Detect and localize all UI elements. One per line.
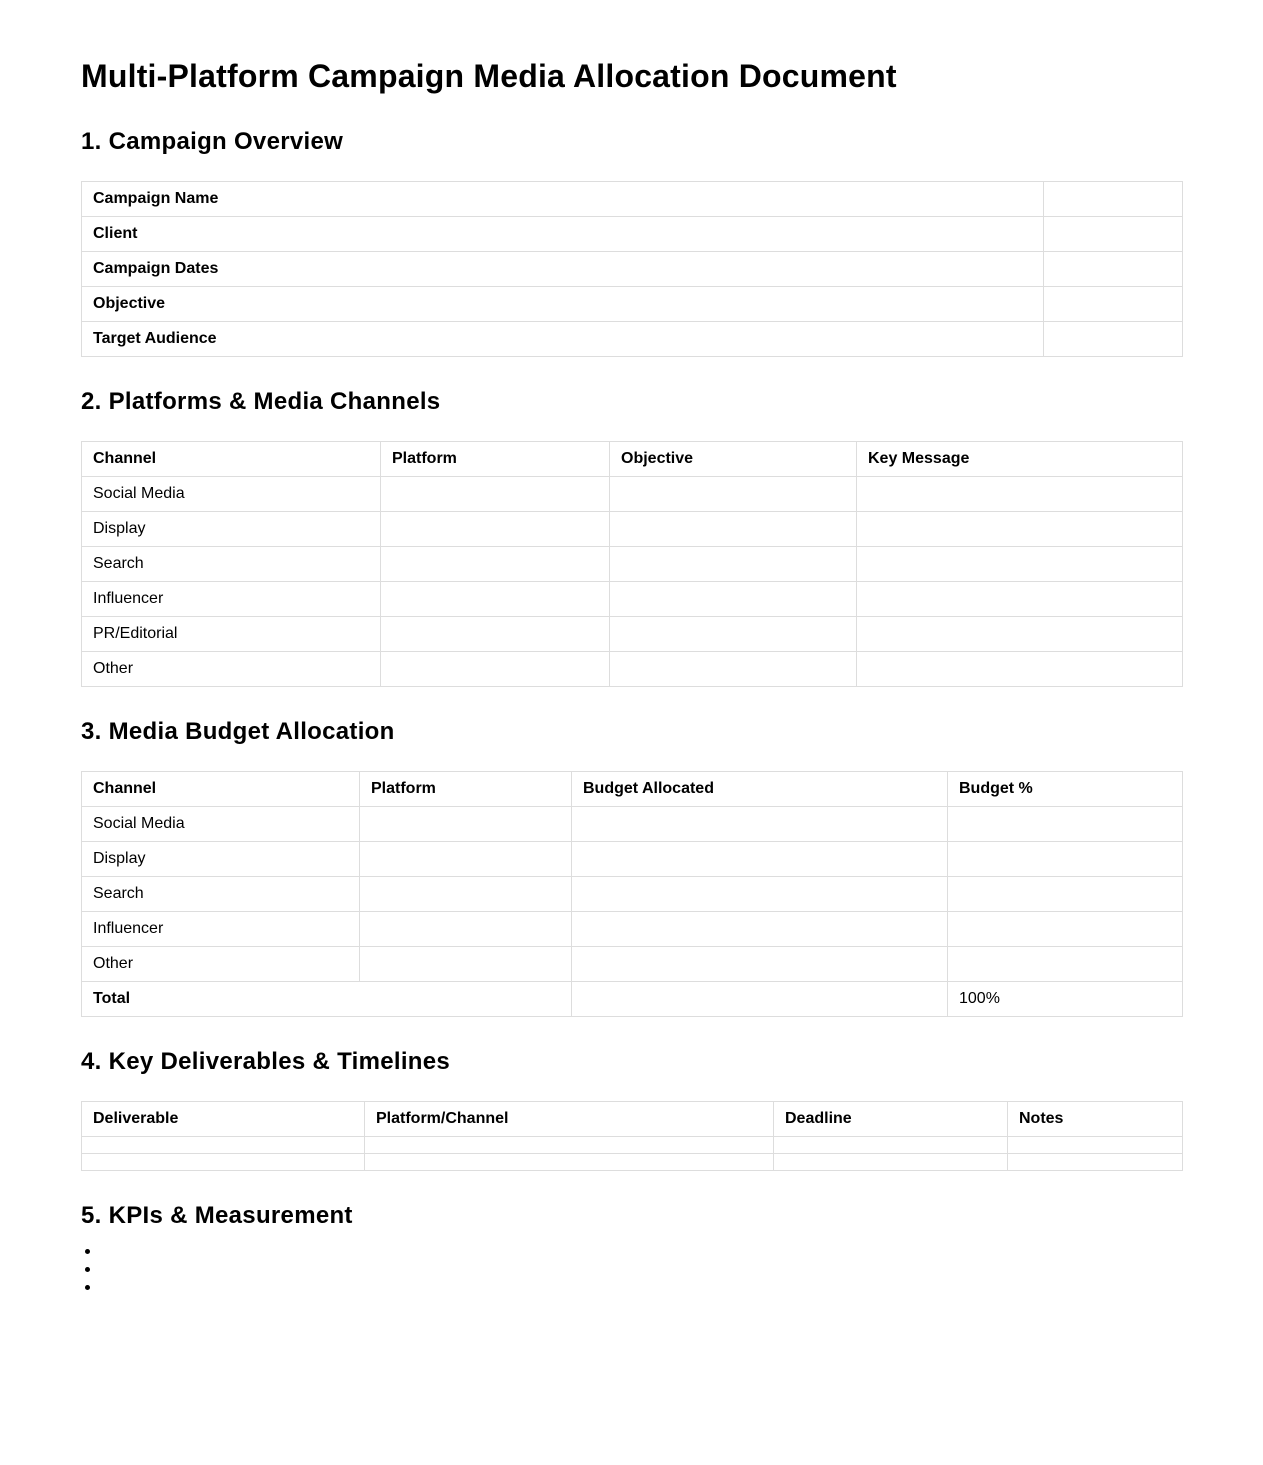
- cell[interactable]: [857, 512, 1183, 547]
- campaign-name-value[interactable]: [1044, 182, 1183, 217]
- table-row: [82, 877, 1183, 912]
- cell[interactable]: [82, 1137, 365, 1154]
- cell[interactable]: [948, 912, 1183, 947]
- cell[interactable]: [610, 512, 857, 547]
- cell[interactable]: [360, 947, 572, 982]
- cell[interactable]: [360, 877, 572, 912]
- column-header: Objective: [610, 442, 857, 477]
- cell[interactable]: [360, 912, 572, 947]
- total-label: Total: [82, 982, 572, 1017]
- cell[interactable]: [948, 842, 1183, 877]
- cell[interactable]: [857, 582, 1183, 617]
- cell[interactable]: [572, 947, 948, 982]
- table-header-row: [82, 1102, 1183, 1137]
- cell[interactable]: [381, 547, 610, 582]
- table-row: [82, 547, 1183, 582]
- cell[interactable]: [948, 877, 1183, 912]
- column-header: Key Message: [857, 442, 1183, 477]
- field-label: Campaign Name: [82, 182, 1044, 217]
- cell[interactable]: [857, 477, 1183, 512]
- campaign-dates-value[interactable]: [1044, 252, 1183, 287]
- cell[interactable]: [857, 547, 1183, 582]
- table-row: [82, 477, 1183, 512]
- cell[interactable]: [381, 512, 610, 547]
- column-header: Platform/Channel: [365, 1102, 774, 1137]
- cell[interactable]: [365, 1137, 774, 1154]
- cell[interactable]: [610, 582, 857, 617]
- field-label: Client: [82, 217, 1044, 252]
- cell[interactable]: [948, 947, 1183, 982]
- cell[interactable]: [610, 617, 857, 652]
- cell[interactable]: [82, 1154, 365, 1171]
- cell[interactable]: [1008, 1137, 1183, 1154]
- cell[interactable]: [365, 1154, 774, 1171]
- table-row: [82, 182, 1183, 217]
- client-value[interactable]: [1044, 217, 1183, 252]
- cell[interactable]: [381, 582, 610, 617]
- table-row: [82, 652, 1183, 687]
- cell[interactable]: [572, 842, 948, 877]
- table-header-row: [82, 442, 1183, 477]
- table-row: [82, 912, 1183, 947]
- section-heading-deliverables: 4. Key Deliverables & Timelines: [81, 1048, 451, 1075]
- cell: Search: [82, 877, 360, 912]
- cell[interactable]: [381, 652, 610, 687]
- cell[interactable]: [360, 807, 572, 842]
- cell: PR/Editorial: [82, 617, 381, 652]
- column-header: Deadline: [774, 1102, 1008, 1137]
- cell: Display: [82, 512, 381, 547]
- cell[interactable]: [572, 807, 948, 842]
- section-heading-kpis: 5. KPIs & Measurement: [81, 1202, 353, 1229]
- cell[interactable]: [1008, 1154, 1183, 1171]
- table-row: [82, 322, 1183, 357]
- budget-table: [81, 771, 1183, 1017]
- cell: Other: [82, 652, 381, 687]
- table-row: [82, 287, 1183, 322]
- total-percent: 100%: [948, 982, 1183, 1017]
- cell[interactable]: [572, 912, 948, 947]
- section-heading-overview: 1. Campaign Overview: [81, 128, 344, 155]
- table-row: [82, 947, 1183, 982]
- field-label: Campaign Dates: [82, 252, 1044, 287]
- cell[interactable]: [610, 547, 857, 582]
- table-row: [82, 807, 1183, 842]
- table-row: [82, 252, 1183, 287]
- table-row: [82, 512, 1183, 547]
- column-header: Platform: [360, 772, 572, 807]
- table-row: [82, 842, 1183, 877]
- cell[interactable]: [381, 617, 610, 652]
- cell: Social Media: [82, 477, 381, 512]
- table-row: [82, 1154, 1183, 1171]
- column-header: Budget %: [948, 772, 1183, 807]
- column-header: Platform: [381, 442, 610, 477]
- target-audience-value[interactable]: [1044, 322, 1183, 357]
- cell: Search: [82, 547, 381, 582]
- cell: Other: [82, 947, 360, 982]
- deliverables-table: [81, 1101, 1183, 1171]
- table-header-row: [82, 772, 1183, 807]
- cell[interactable]: [610, 477, 857, 512]
- table-row: [82, 217, 1183, 252]
- table-row: [82, 582, 1183, 617]
- document-title: Multi-Platform Campaign Media Allocation Document: [81, 58, 897, 94]
- objective-value[interactable]: [1044, 287, 1183, 322]
- total-allocated[interactable]: [572, 982, 948, 1017]
- cell: Display: [82, 842, 360, 877]
- cell: Influencer: [82, 582, 381, 617]
- cell: Influencer: [82, 912, 360, 947]
- cell[interactable]: [774, 1137, 1008, 1154]
- cell[interactable]: [360, 842, 572, 877]
- cell: Social Media: [82, 807, 360, 842]
- column-header: Notes: [1008, 1102, 1183, 1137]
- platforms-table: [81, 441, 1183, 687]
- cell[interactable]: [610, 652, 857, 687]
- section-heading-platforms: 2. Platforms & Media Channels: [81, 388, 441, 415]
- cell[interactable]: [948, 807, 1183, 842]
- cell[interactable]: [857, 617, 1183, 652]
- column-header: Channel: [82, 442, 381, 477]
- cell[interactable]: [857, 652, 1183, 687]
- column-header: Channel: [82, 772, 360, 807]
- total-row: [82, 982, 1183, 1017]
- field-label: Objective: [82, 287, 1044, 322]
- table-row: [82, 1137, 1183, 1154]
- cell[interactable]: [572, 877, 948, 912]
- section-heading-budget: 3. Media Budget Allocation: [81, 718, 395, 745]
- campaign-overview-table: [81, 181, 1183, 357]
- cell[interactable]: [381, 477, 610, 512]
- field-label: Target Audience: [82, 322, 1044, 357]
- cell[interactable]: [774, 1154, 1008, 1171]
- column-header: Deliverable: [82, 1102, 365, 1137]
- column-header: Budget Allocated: [572, 772, 948, 807]
- table-row: [82, 617, 1183, 652]
